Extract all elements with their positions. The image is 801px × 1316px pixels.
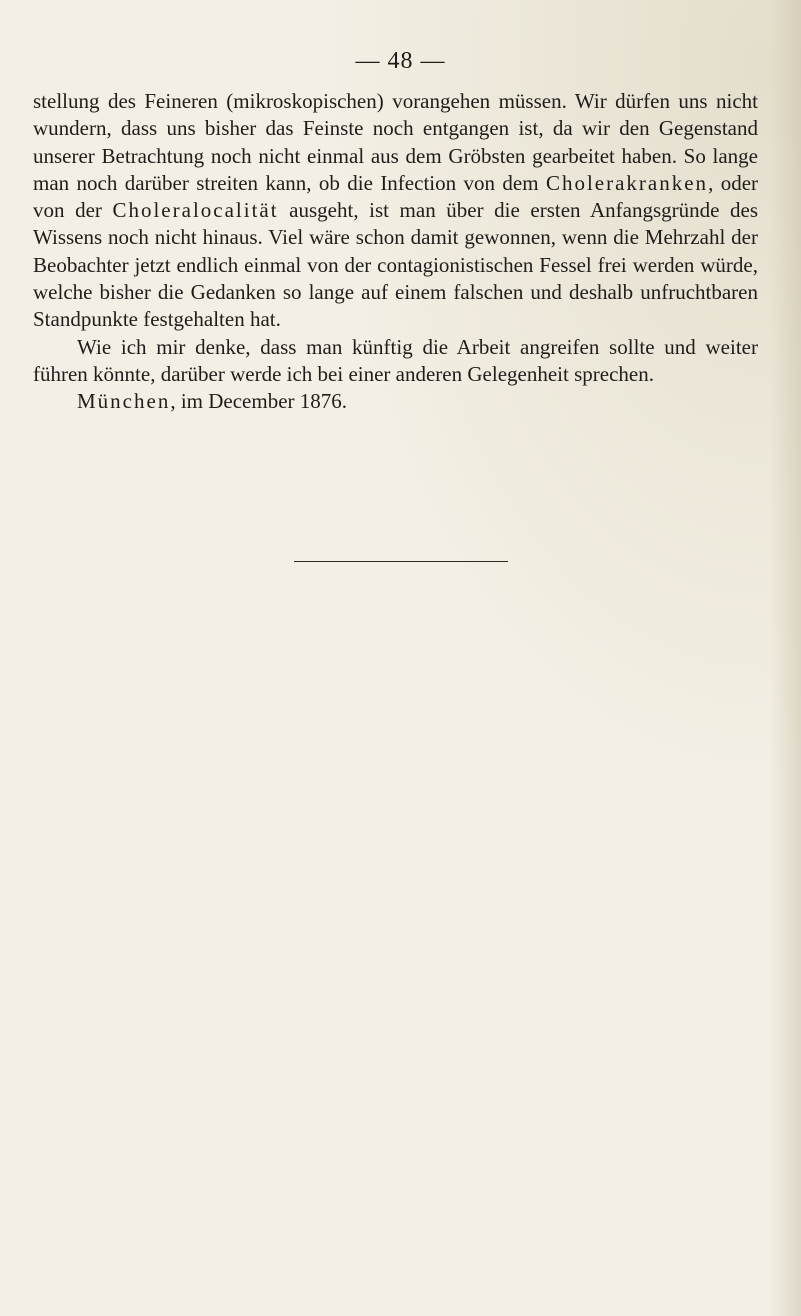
paragraph-1-mid: , oder von der <box>33 170 759 223</box>
paragraph-1-end: ausgeht, ist man über die ersten Anfangsgründe des Wissens noch nicht hinaus. Viel wäre schon damit gewonnen, wenn die Mehrzahl der Beobachter jetzt endlich einmal von der contagionistischen Fessel frei werden würde, welche bisher die Gedanken so lange auf einem falschen und deshalb unfruchtbaren Standpunkte festgehalten hat. <box>33 198 758 332</box>
end-rule <box>294 561 508 562</box>
emphasis-choleralocalitaet: Choleralocalität <box>112 198 279 223</box>
body-text <box>33 88 758 416</box>
signature-date: , im December 1876. <box>170 389 348 414</box>
emphasis-cholerakranken: Cholerakranken <box>545 170 709 195</box>
paragraph-1-text: stellung des Feineren (mikroskopischen) vorangehen müssen. Wir dürfen uns nicht wundern, dass uns bisher das Feinste noch entgangen ist, da wir den Gegenstand unserer Betrachtung noch nicht einmal aus dem Gröbsten gearbeitet haben. So lange man noch darüber streiten kann, ob die Infection von dem <box>33 89 758 195</box>
signature-line <box>33 388 758 415</box>
paragraph-2: Wie ich mir denke, dass man künftig die Arbeit angreifen sollte und weiter führen könnte, darüber werde ich bei einer anderen Gelegenheit sprechen. <box>33 334 758 386</box>
paragraph-1 <box>33 88 758 334</box>
page-number: — 48 — <box>355 48 446 74</box>
signature-place: München <box>77 389 171 414</box>
